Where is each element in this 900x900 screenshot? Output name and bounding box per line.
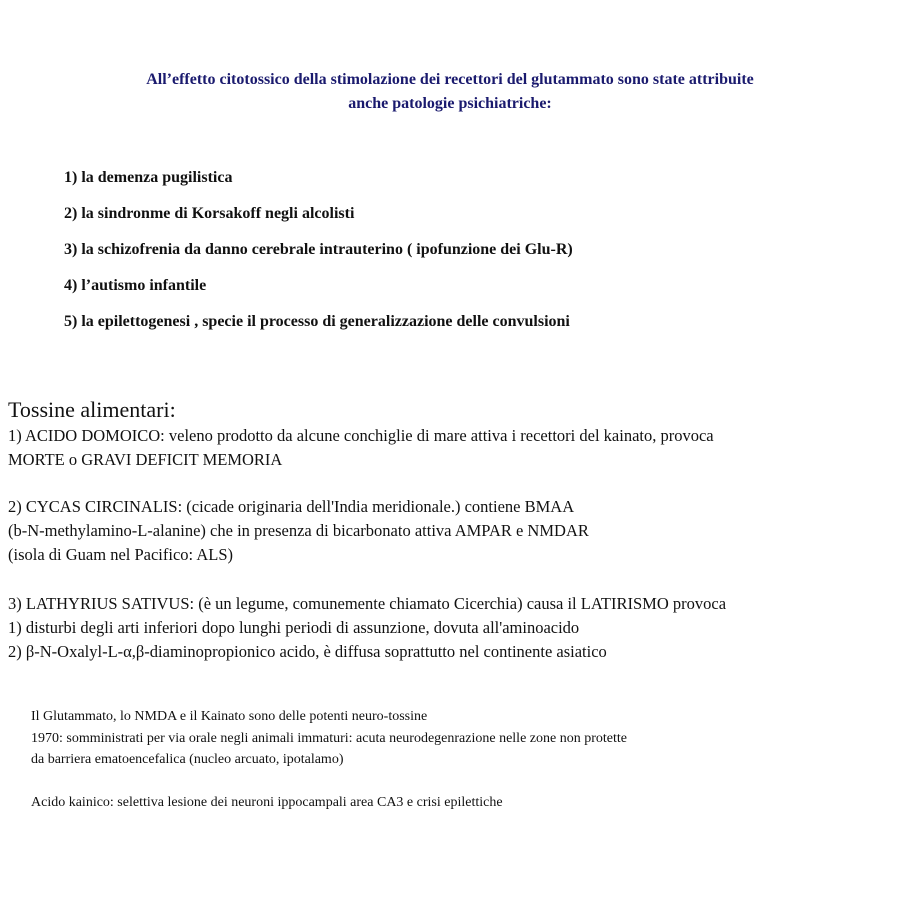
pathology-item: 2) la sindronme di Korsakoff negli alcolisti xyxy=(64,205,355,222)
note-line: da barriera ematoencefalica (nucleo arcuato, ipotalamo) xyxy=(31,752,344,767)
intro-line-2: anche patologie psichiatriche: xyxy=(348,95,552,112)
intro-line-1: All’effetto citotossico della stimolazione dei recettori del glutammato sono state attribuite xyxy=(146,71,754,88)
intro-paragraph xyxy=(40,68,860,116)
toxin-line: 1) ACIDO DOMOICO: veleno prodotto da alcune conchiglie di mare attiva i recettori del kainato, provoca xyxy=(8,426,714,445)
pathology-item: 4) l’autismo infantile xyxy=(64,277,207,294)
toxins-heading: Tossine alimentari: xyxy=(8,397,176,422)
pathology-item: 1) la demenza pugilistica xyxy=(64,169,233,186)
toxin-line: 3) LATHYRIUS SATIVUS: (è un legume, comunemente chiamato Cicerchia) causa il LATIRISMO provoca xyxy=(8,594,727,613)
note-line: Il Glutammato, lo NMDA e il Kainato sono delle potenti neuro-tossine xyxy=(31,709,428,724)
toxin-line: 2) CYCAS CIRCINALIS: (cicade originaria dell'India meridionale.) contiene BMAA xyxy=(8,497,575,516)
toxin-line: (isola di Guam nel Pacifico: ALS) xyxy=(8,545,233,564)
pathology-item: 5) la epilettogenesi , specie il processo di generalizzazione delle convulsioni xyxy=(64,313,570,330)
toxin-line: MORTE o GRAVI DEFICIT MEMORIA xyxy=(8,450,283,469)
toxin-line: (b-N-methylamino-L-alanine) che in presenza di bicarbonato attiva AMPAR e NMDAR xyxy=(8,521,589,540)
pathology-item: 3) la schizofrenia da danno cerebrale intrauterino ( ipofunzione dei Glu-R) xyxy=(64,241,573,258)
note-line: Acido kainico: selettiva lesione dei neuroni ippocampali area CA3 e crisi epilettiche xyxy=(31,795,503,810)
toxin-line: 1) disturbi degli arti inferiori dopo lunghi periodi di assunzione, dovuta all'aminoacido xyxy=(8,618,580,637)
toxin-line: 2) β-N-Oxalyl-L-α,β-diaminopropionico acido, è diffusa soprattutto nel continente asiatico xyxy=(8,642,607,661)
note-line: 1970: somministrati per via orale negli animali immaturi: acuta neurodegenrazione nelle zone non protette xyxy=(31,731,627,746)
